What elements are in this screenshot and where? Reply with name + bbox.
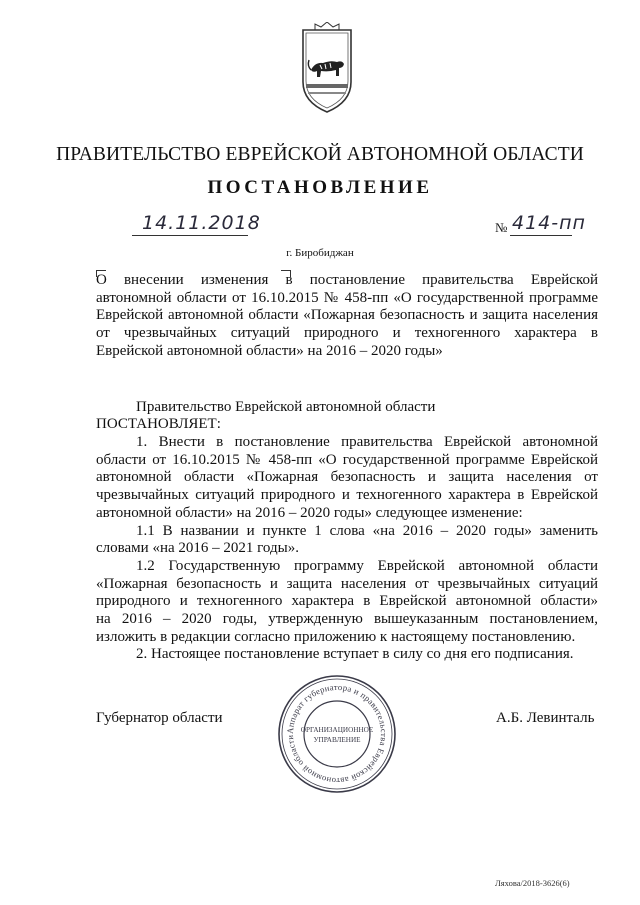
paragraph-1-2-line: «Пожарная безопасность и защита населения от чрезвычайных ситуаций [96,575,598,592]
stamp-ring-text: Аппарат губернатора и правительства Еврейской автономной области [284,681,390,787]
document-reference: Ляхова/2018-3626(6) [495,878,570,888]
government-name: ПРАВИТЕЛЬСТВО ЕВРЕЙСКОЙ АВТОНОМНОЙ ОБЛАСТИ [56,144,584,165]
signatory-position: Губернатор области [96,710,223,726]
paragraph-1-2-line: изложить в редакции согласно приложению к настоящему постановлению. [96,628,576,645]
official-stamp [276,673,398,795]
paragraph-1-1-line: 1.1 В названии и пункте 1 слова «на 2016 – 2020 годы» заменить [136,522,598,539]
paragraph-1-line: автономной области» на 2016 – 2020 годы» следующее изменение: [96,504,523,521]
paragraph-1-2-line: на 2016 – 2020 годы, утвержденную вышеуказанным постановлением, [96,611,598,628]
subject-line: Еврейской автономной области «Пожарная безопасность и защита населения [96,307,598,324]
subject-line: О внесении изменения в постановление правительства Еврейской [96,272,598,288]
number-underline [510,235,572,236]
subject-line: от чрезвычайных ситуаций природного и техногенного характера в [96,325,598,342]
number-label: № [495,220,508,235]
handwritten-number: 414-пп [512,212,586,234]
subject-line: автономной области от 16.10.2015 № 458-пп «О государственной программе [96,289,598,306]
paragraph-1-2-line: природного и техногенного характера в Еврейской автономной области» [96,593,598,610]
handwritten-date: 14.11.2018 [142,212,261,234]
city-name: г. Биробиджан [286,247,354,259]
paragraph-1-line: 1. Внести в постановление правительства Еврейской автономной [136,434,598,450]
subject-line: Еврейской автономной области» на 2016 – 2020 годы» [96,342,443,359]
decree-word: ПОСТАНОВЛЯЕТ: [96,416,221,432]
stamp-center-line-1: ОРГАНИЗАЦИОННОЕ [300,726,374,734]
decree-body [96,434,598,664]
coat-of-arms-emblem [301,22,353,114]
paragraph-2-line: 2. Настоящее постановление вступает в силу со дня его подписания. [136,646,574,663]
paragraph-1-2-line: 1.2 Государственную программу Еврейской автономной области [136,557,598,574]
decree-subject [96,272,598,361]
issuing-body-line: Правительство Еврейской автономной области [136,399,436,415]
date-underline [132,235,248,236]
document-type-title: ПОСТАНОВЛЕНИЕ [207,177,433,198]
paragraph-1-line: автономной области «Пожарная безопасность и защита населения от [96,469,598,486]
paragraph-1-line: чрезвычайных ситуаций природного и техногенного характера в Еврейской [96,487,598,504]
signatory-name: А.Б. Левинталь [496,710,595,726]
paragraph-1-1-line: словами «на 2016 – 2021 годы». [96,540,299,557]
stamp-center-line-2: УПРАВЛЕНИЕ [313,736,361,744]
paragraph-1-line: области от 16.10.2015 № 458-пп «О государственной программе Еврейской [96,451,598,468]
